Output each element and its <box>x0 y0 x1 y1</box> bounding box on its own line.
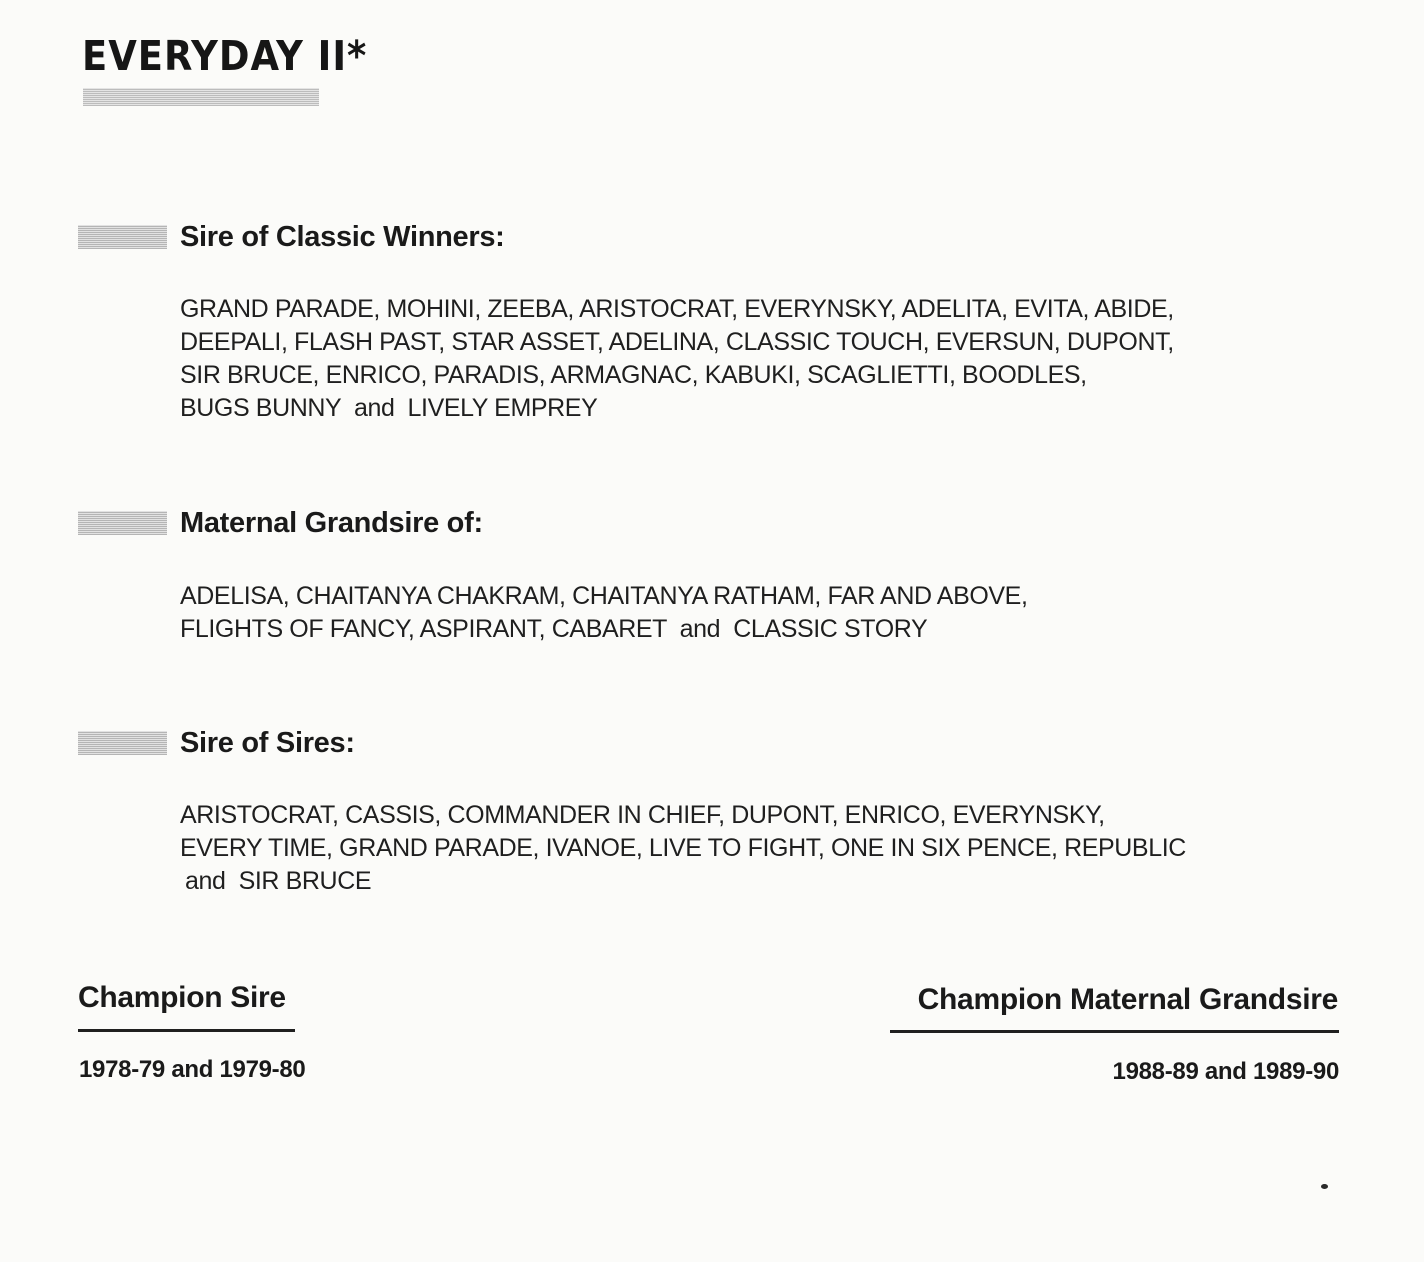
section-marker-bar <box>78 511 167 535</box>
champion-maternal-grandsire-label: Champion Maternal Grandsire <box>917 983 1338 1016</box>
list-line: and SIR BRUCE <box>185 867 372 895</box>
list-classic-winners <box>180 293 1320 425</box>
list-line: FLIGHTS OF FANCY, ASPIRANT, CABARET and CLASSIC STORY <box>180 615 928 643</box>
heading-sire-of-classic-winners: Sire of Classic Winners: <box>180 221 505 253</box>
list-maternal-grandsire <box>180 580 1320 646</box>
section-marker-bar <box>78 225 167 249</box>
champion-sire-years: 1978-79 and 1979-80 <box>79 1056 306 1083</box>
list-line: SIR BRUCE, ENRICO, PARADIS, ARMAGNAC, KABUKI, SCAGLIETTI, BOODLES, <box>180 361 1087 389</box>
heading-sire-of-sires: Sire of Sires: <box>180 727 355 759</box>
champion-sire-label: Champion Sire <box>78 981 286 1014</box>
section-marker-bar <box>78 731 167 755</box>
champion-maternal-grandsire-years: 1988-89 and 1989-90 <box>1112 1058 1339 1085</box>
list-sire-of-sires <box>180 799 1320 898</box>
heading-maternal-grandsire-of: Maternal Grandsire of: <box>180 507 483 539</box>
list-line: BUGS BUNNY and LIVELY EMPREY <box>180 394 598 422</box>
list-line: ADELISA, CHAITANYA CHAKRAM, CHAITANYA RATHAM, FAR AND ABOVE, <box>180 582 1028 610</box>
paper-speck <box>1321 1184 1328 1189</box>
list-line: DEEPALI, FLASH PAST, STAR ASSET, ADELINA, CLASSIC TOUCH, EVERSUN, DUPONT, <box>180 328 1174 356</box>
list-line: ARISTOCRAT, CASSIS, COMMANDER IN CHIEF, DUPONT, ENRICO, EVERYNSKY, <box>180 801 1105 829</box>
list-line: EVERY TIME, GRAND PARADE, IVANOE, LIVE TO FIGHT, ONE IN SIX PENCE, REPUBLIC <box>180 834 1186 862</box>
page-title: EVERYDAY II* <box>82 32 368 80</box>
champion-sire-rule <box>78 1029 295 1032</box>
title-underline-bar <box>83 88 319 106</box>
champion-maternal-grandsire-rule <box>890 1030 1339 1033</box>
list-line: GRAND PARADE, MOHINI, ZEEBA, ARISTOCRAT, EVERYNSKY, ADELITA, EVITA, ABIDE, <box>180 295 1174 323</box>
